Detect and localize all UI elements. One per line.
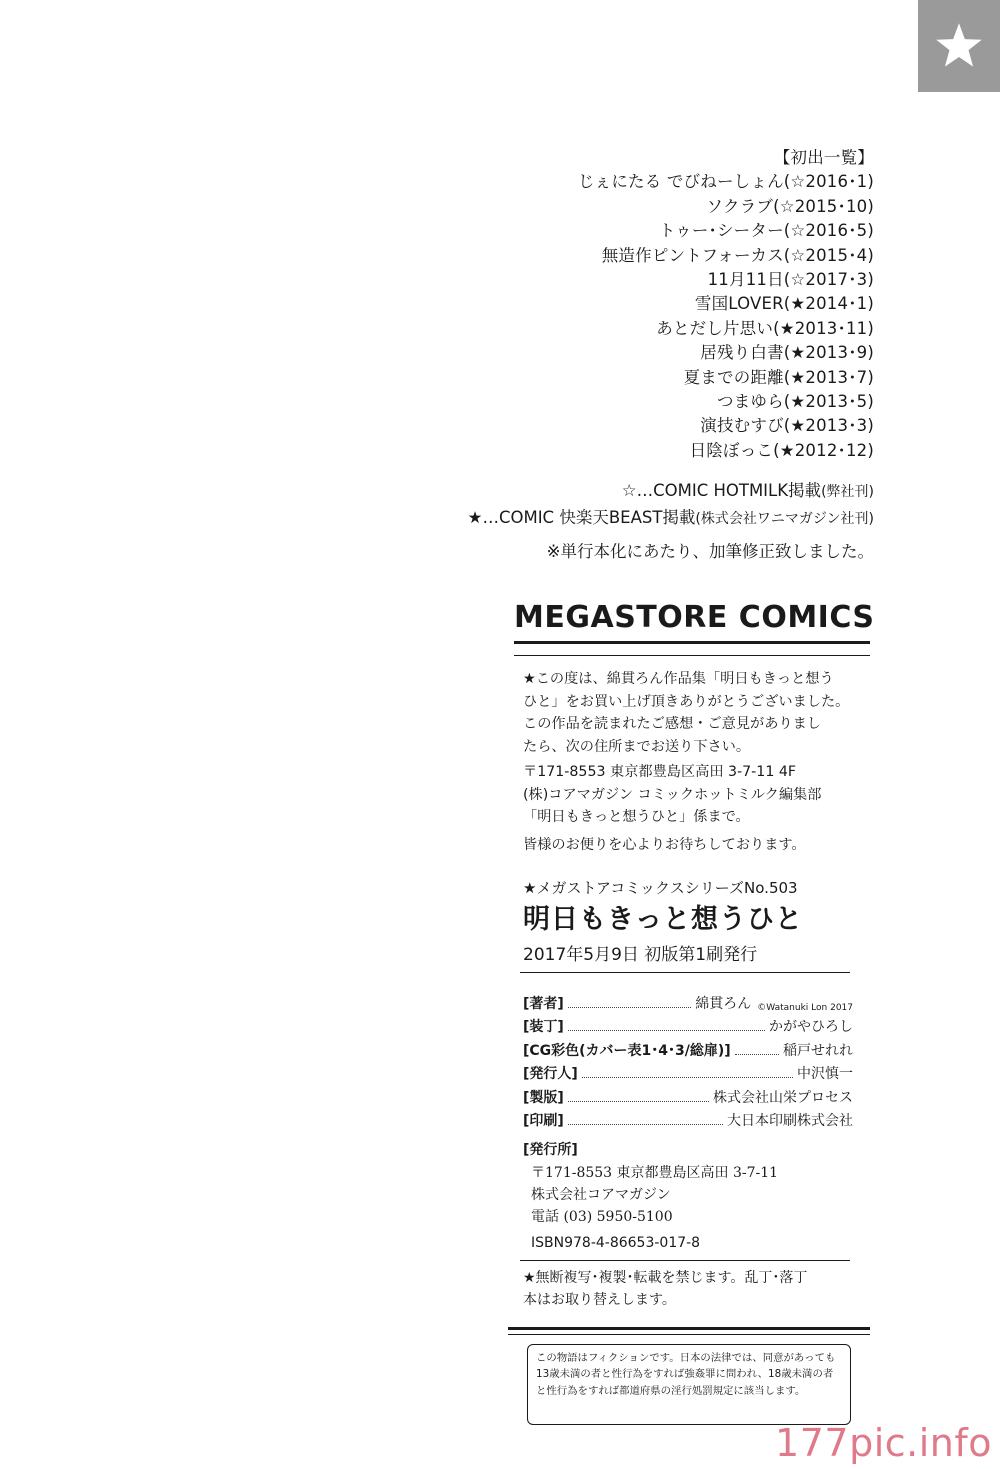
first-appearance-item: 雪国LOVER(★2014･1) [694,294,874,314]
star-icon [933,20,985,72]
first-appearance-item: ソクラブ(☆2015･10) [706,196,874,216]
credit-value: 株式会社山栄プロセス [713,1089,853,1106]
credit-value: 稲戸せれれ [783,1042,853,1059]
legend-hotmilk [354,478,874,505]
address-line: 「明日もきっと想うひと」係まで。 [523,809,750,825]
revision-note: ※単行本化にあたり、加筆修正致しました。 [546,542,874,561]
publication-date: 2017年5月9日 初版第1刷発行 [523,945,758,965]
credit-label: [著者] [523,995,564,1012]
notice-line: と性行為をすれば都道府県の淫行処罰規定に該当します。 [536,1384,806,1397]
message-line: たら、次の住所までお送り下さい。 [523,738,751,755]
credit-row [523,1036,853,1060]
legend-beast [354,505,874,532]
credit-row [523,1083,853,1107]
leader-dots [582,1077,793,1078]
series-number: ★メガストアコミックスシリーズNo.503 [523,879,798,897]
legend-hotmilk-text: ☆…COMIC HOTMILK掲載 [621,481,822,500]
publisher-address [531,1162,778,1228]
first-appearance-item: 11月11日(☆2017･3) [707,270,874,290]
legend-beast-note: (株式会社ワニマガジン社刊) [695,511,874,527]
notice-line: 13歳未満の者と性行為をすれば強姦罪に問われ、18歳未満の者 [536,1368,834,1381]
legend-hotmilk-note: (弊社刊) [821,484,874,500]
closing-message-text: 皆様のお便りを心よりお待ちしております。 [523,837,806,853]
publisher-line: 〒171-8553 東京都豊島区高田 3-7-11 [531,1165,779,1181]
first-appearance-item: 夏までの距離(★2013･7) [683,367,874,387]
credit-label: [印刷] [523,1113,564,1129]
isbn: ISBN978-4-86653-017-8 [531,1235,701,1251]
publisher-label: [発行所] [523,1142,578,1158]
book-title: 明日もきっと想うひと [523,904,803,935]
corner-star-tab [918,0,1000,92]
message-line: ひと」をお買い上げ頂きありがとうございました。 [523,693,850,710]
leader-dots [568,1007,692,1008]
message-line: ★この度は、綿貫ろん作品集「明日もきっと想う [523,671,834,687]
fiction-notice-box [527,1344,851,1425]
credit-row [523,1013,853,1037]
divider-thick [508,1327,870,1330]
divider-thin [508,1334,870,1335]
first-appearance-heading: 【初出一覧】 [773,148,874,167]
publisher-line: 株式会社コアマガジン [531,1187,671,1203]
site-watermark: 177pic.info [775,1421,992,1465]
credit-label: [装丁] [523,1019,564,1035]
notice-line: この物語はフィクションです。日本の法律では、同意があっても [536,1352,836,1364]
credit-value: 綿貫ろん [695,995,752,1012]
credit-value: かがやひろし [769,1019,853,1035]
credit-label: [CG彩色(カバー表1･4･3/総扉)] [523,1042,731,1059]
credit-label: [製版] [523,1089,564,1106]
thank-you-message [523,668,868,758]
message-line: この作品を読まれたご感想・ご意見がありまし [523,716,821,732]
first-appearance-item: 演技むすび(★2013･3) [700,416,874,436]
first-appearance-item: つまゆら(★2013･5) [716,392,874,412]
editorial-address [523,761,868,829]
first-appearance-item: 無造作ピントフォーカス(☆2015･4) [601,245,874,265]
first-appearance-item: トゥー･シーター(☆2016･5) [658,221,874,241]
first-appearance-item: じぇにたる でびねーしょん(☆2016･1) [577,172,874,192]
copy-prohibition [523,1267,853,1311]
address-line: (株)コアマガジン コミックホットミルク編集部 [523,786,822,803]
prohibition-line: ★無断複写･複製･転載を禁じます。乱丁･落丁 [523,1270,808,1286]
first-appearance-item: 日陰ぼっこ(★2012･12) [689,440,874,460]
leader-dots [568,1101,709,1102]
leader-dots [735,1054,779,1055]
legend-beast-text: ★…COMIC 快楽天BEAST掲載 [467,508,696,527]
credit-value: 中沢慎一 [797,1066,853,1082]
divider [520,1260,850,1261]
brand-logo-text: MEGASTORE COMICS [514,600,870,644]
first-appearance-item: 居残り白書(★2013･9) [700,343,874,363]
first-appearance-list [354,146,874,463]
closing-message [523,834,868,857]
copyright: ©Watanuki Lon 2017 [757,1002,853,1013]
prohibition-line: 本はお取り替えします。 [523,1292,676,1308]
credit-row [523,1107,853,1131]
credit-row [523,989,853,1013]
credit-label: [発行人] [523,1066,578,1082]
address-line: 〒171-8553 東京都豊島区高田 3-7-11 4F [523,764,797,780]
credits-list [523,989,853,1130]
leader-dots [568,1030,765,1031]
leader-dots [568,1124,723,1125]
divider [520,972,850,973]
credit-value: 大日本印刷株式会社 [727,1113,853,1129]
magazine-legend [354,478,874,532]
credit-row [523,1060,853,1084]
divider [514,655,870,656]
publisher-line: 電話 (03) 5950-5100 [531,1209,673,1225]
first-appearance-item: あとだし片思い(★2013･11) [656,318,874,338]
